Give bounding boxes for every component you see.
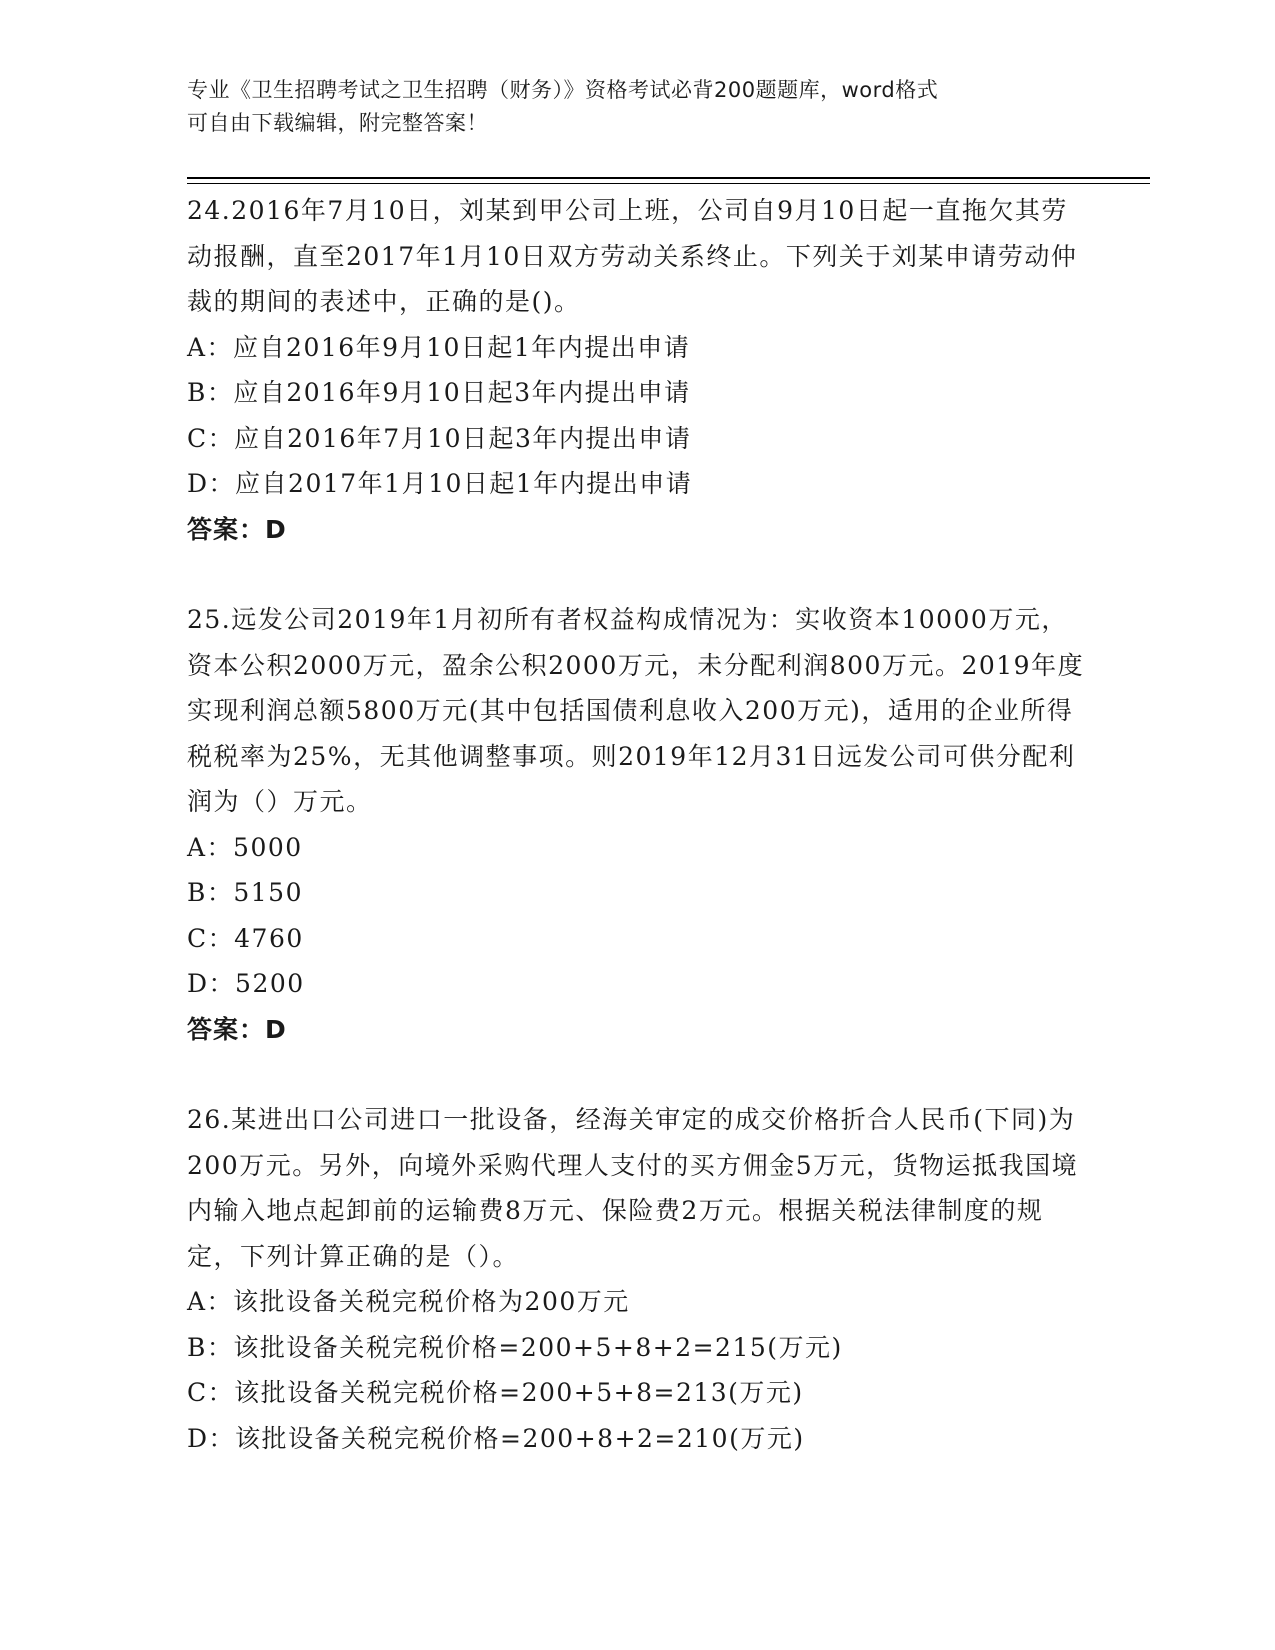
option-b: B：该批设备关税完税价格=200+5+8+2=215(万元) (187, 1332, 843, 1362)
header-divider-thin (187, 183, 1150, 184)
option-b: B：5150 (187, 878, 303, 907)
document-header (187, 74, 1087, 140)
option-a: A：应自2016年9月10日起1年内提出申请 (187, 332, 691, 362)
answer: 答案：D (187, 1014, 287, 1044)
option-d: D：应自2017年1月10日起1年内提出申请 (187, 469, 693, 498)
question-stem: 25.远发公司2019年1月初所有者权益构成情况为：实收资本10000万元，资本公积2000万元，盈余公积2000万元，未分配利润800万元。2019年度实现利润总额5800万元(其中包括国债利息收入200万元)，适用的企业所得税税率为25%，无其他调整事项。则2019年12月31日远发公司可供分配利润为（）万元。 (187, 605, 1085, 816)
header-title-line1: 专业《卫生招聘考试之卫生招聘（财务）》资格考试必背200题题库，word格式 (187, 78, 939, 102)
option-a: A：该批设备关税完税价格为200万元 (187, 1287, 630, 1316)
question-26 (187, 1097, 1087, 1461)
header-divider-thick (187, 177, 1150, 179)
question-24 (187, 188, 1087, 552)
spacer (187, 552, 1087, 597)
question-stem: 24.2016年7月10日，刘某到甲公司上班，公司自9月10日起一直拖欠其劳动报酬，直至2017年1月10日双方劳动关系终止。下列关于刘某申请劳动仲裁的期间的表述中，正确的是()。 (187, 196, 1078, 316)
question-list (187, 188, 1087, 1461)
option-d: D：该批设备关税完税价格=200+8+2=210(万元) (187, 1423, 805, 1453)
option-d: D：5200 (187, 969, 305, 998)
option-c: C：4760 (187, 923, 304, 953)
answer: 答案：D (187, 514, 287, 544)
question-stem: 26.某进出口公司进口一批设备，经海关审定的成交价格折合人民币(下同)为200万元。另外，向境外采购代理人支付的买方佣金5万元，货物运抵我国境内输入地点起卸前的运输费8万元、保险费2万元。根据关税法律制度的规定，下列计算正确的是（）。 (187, 1105, 1079, 1271)
question-25 (187, 597, 1087, 1052)
option-c: C：该批设备关税完税价格=200+5+8=213(万元) (187, 1378, 804, 1407)
option-a: A：5000 (187, 832, 303, 862)
header-title-line2: 可自由下载编辑，附完整答案！ (187, 111, 488, 135)
spacer (187, 1052, 1087, 1097)
option-b: B：应自2016年9月10日起3年内提出申请 (187, 378, 691, 407)
option-c: C：应自2016年7月10日起3年内提出申请 (187, 423, 692, 453)
